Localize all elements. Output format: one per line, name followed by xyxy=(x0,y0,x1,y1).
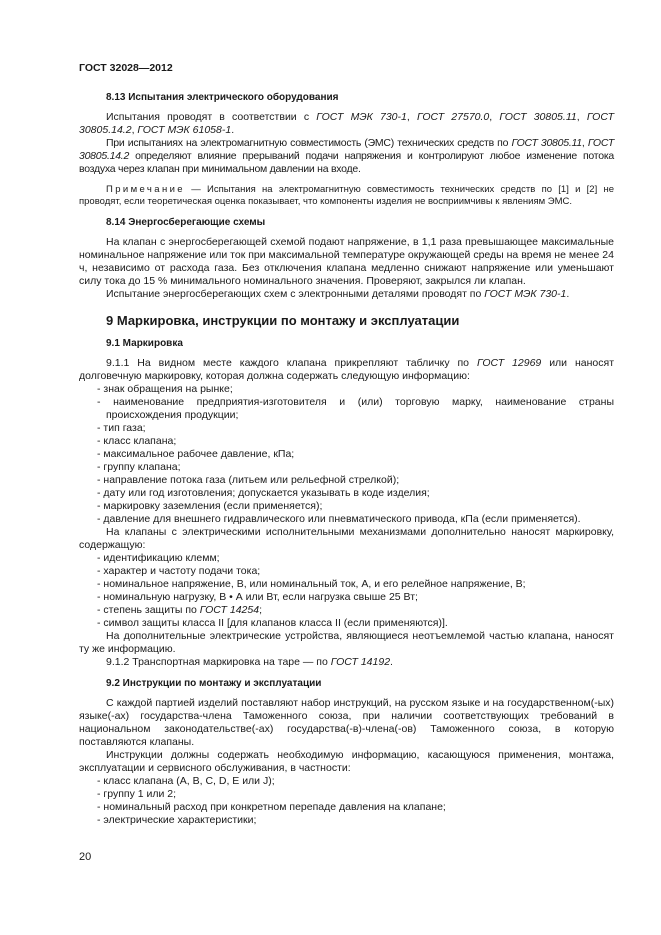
list-item: - давление для внешнего гидравлического или пневматического привода, кПа (если применяется). xyxy=(97,513,581,525)
s91-paragraph-4: 9.1.2 Транспортная маркировка на таре — по ГОСТ 14192. xyxy=(106,656,393,668)
document-header: ГОСТ 32028—2012 xyxy=(79,62,173,74)
list-item: - максимальное рабочее давление, кПа; xyxy=(97,448,295,460)
list-item: - маркировку заземления (если применяется); xyxy=(97,500,323,512)
section-9-title: 9 Маркировка, инструкции по монтажу и эксплуатации xyxy=(106,313,460,328)
s814-paragraph-1: На клапан с энергосберегающей схемой подают напряжение, в 1,1 раза превышающее максимальные номинальное напряжение или ток при максимальной температуре окружающей среды на время не менее 24 ч, независимо от расхода газа. Без отключения клапана медленно снижают напряжение или уменьшают силу тока до 15 % минимального номинального значения. Проверяют, закрылся ли клапан. xyxy=(79,236,614,287)
s91-paragraph-3: На дополнительные электрические устройства, являющиеся неотъемлемой частью клапана, наносят ту же информацию. xyxy=(79,630,614,655)
list-item: - знак обращения на рынке; xyxy=(97,383,233,395)
list-item: - характер и частоту подачи тока; xyxy=(97,565,261,577)
section-9-2-title: 9.2 Инструкции по монтажу и эксплуатации xyxy=(106,678,322,689)
list-item: - номинальный расход при конкретном перепаде давления на клапане; xyxy=(97,801,446,813)
list-item: - электрические характеристики; xyxy=(97,814,257,826)
section-8-13-title: 8.13 Испытания электрического оборудования xyxy=(106,92,339,103)
list-item: - тип газа; xyxy=(97,422,146,434)
s92-paragraph-1: С каждой партией изделий поставляют набор инструкций, на русском языке и на государственном(-ых) языке(-ах) государства-члена Таможенного союза, при наличии соответствующих требований в национальном законодательстве(-ах) государства(-в)-члена(-ов) Таможенного союза, в которую поставляются клапаны. xyxy=(79,697,614,748)
list-item: - наименование предприятия-изготовителя и (или) торговую марку, наименование страны происхождения продукции; xyxy=(97,396,614,421)
list-item: - группу клапана; xyxy=(97,461,181,473)
section-8-14-title: 8.14 Энергосберегающие схемы xyxy=(106,217,266,228)
document-page xyxy=(79,62,614,827)
list-item: - символ защиты класса II [для клапанов класса II (если применяются)]. xyxy=(97,617,448,629)
list-item: - идентификацию клемм; xyxy=(97,552,220,564)
list-item: - класс клапана; xyxy=(97,435,177,447)
page-number: 20 xyxy=(79,851,92,863)
s813-paragraph-2: При испытаниях на электромагнитную совместимость (ЭМС) технических средств по ГОСТ 30805.11, ГОСТ 30805.14.2 определяют влияние прерываний подачи напряжения и контролируют любое изменение потока воздуха через клапан при минимальном давлении на входе. xyxy=(79,137,614,175)
s813-note: Примечание — Испытания на электромагнитную совместимость технических средств по [1] и [2] не проводят, если теоретическая оценка показывает, что компоненты изделия не восприимчивы к явлениям ЭМС. xyxy=(79,184,614,207)
s91-paragraph-1: 9.1.1 На видном месте каждого клапана прикрепляют табличку по ГОСТ 12969 или наносят долговечную маркировку, которая должна содержать следующую информацию: xyxy=(79,357,614,382)
list-item: - номинальную нагрузку, В • А или Вт, если нагрузка свыше 25 Вт; xyxy=(97,591,418,603)
s814-paragraph-2: Испытание энергосберегающих схем с электронными деталями проводят по ГОСТ МЭК 730-1. xyxy=(106,288,570,300)
s92-paragraph-2: Инструкции должны содержать необходимую информацию, касающуюся применения, монтажа, эксплуатации и сервисного обслуживания, в частности: xyxy=(79,749,614,774)
list-item: - степень защиты по ГОСТ 14254; xyxy=(97,604,262,616)
s813-paragraph-1: Испытания проводят в соответствии с ГОСТ МЭК 730-1, ГОСТ 27570.0, ГОСТ 30805.11, ГОСТ 30805.14.2, ГОСТ МЭК 61058-1. xyxy=(79,111,614,136)
list-item: - класс клапана (A, B, C, D, E или J); xyxy=(97,775,275,787)
list-item: - дату или год изготовления; допускается указывать в коде изделия; xyxy=(97,487,430,499)
s91-paragraph-2: На клапаны с электрическими исполнительными механизмами дополнительно наносят маркировку, содержащую: xyxy=(79,526,614,551)
list-item: - направление потока газа (литьем или рельефной стрелкой); xyxy=(97,474,400,486)
section-9-1-title: 9.1 Маркировка xyxy=(106,338,183,349)
list-item: - группу 1 или 2; xyxy=(97,788,177,800)
list-item: - номинальное напряжение, В, или номинальный ток, А, и его релейное напряжение, В; xyxy=(97,578,526,590)
